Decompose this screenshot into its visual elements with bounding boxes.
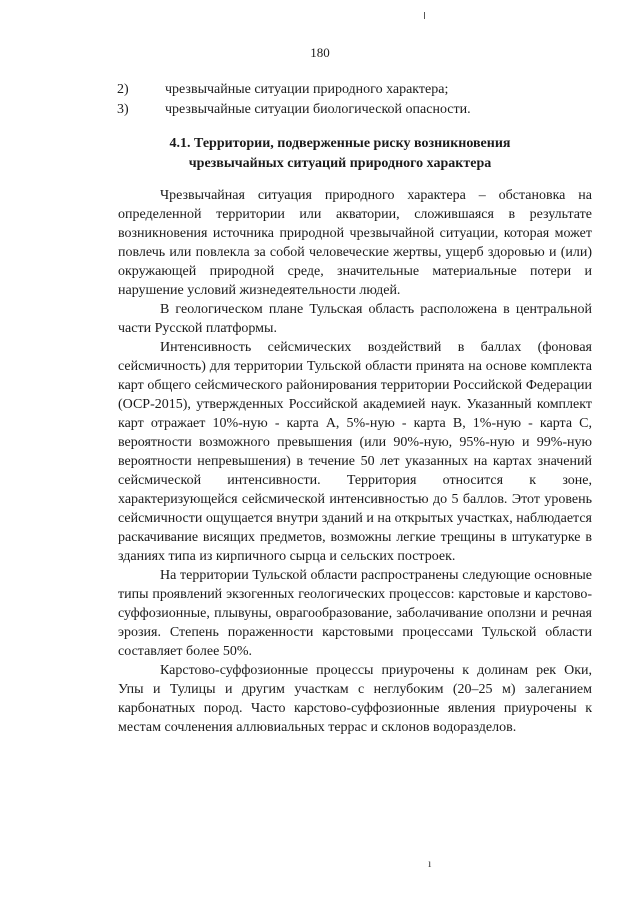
list-item-number: 3): [117, 102, 129, 117]
list-item-text: чрезвычайные ситуации природного характера;: [165, 82, 449, 97]
paragraph: Интенсивность сейсмических воздействий в баллах (фоновая сейсмичность) для территории Тульской области принята на основе комплекта карт общего сейсмического районирования территории Российской Федерации (ОСР-2015), утвержденных Российской академией наук. Указанный комплект карт отражает 10%-ную - карта А, 5%-ную - карта В, 1%-ную - карта С, вероятности возможного превышения (или 90%-ную, 95%-ную и 99%-ную вероятности непревышения) в течение 50 лет указанных на картах значений сейсмической интенсивности. Территория относится к зоне, характеризующейся сейсмической интенсивностью до 5 баллов. Этот уровень сейсмичности ощущается внутри зданий и на открытых участках, наблюдается раскачивание висящих предметов, возможны легкие трещины в штукатурке в зданиях типа из кирпичного сырца и сельских построек.: [118, 340, 592, 564]
list-item: [117, 100, 587, 120]
bottom-mark: ı: [428, 856, 432, 870]
body-text: [118, 186, 592, 737]
section-heading-line: чрезвычайных ситуаций природного характера: [188, 156, 492, 171]
list-item-number: 2): [117, 82, 129, 97]
section-heading-line: 4.1. Территории, подверженные риску возникновения: [169, 136, 511, 151]
paragraph: Чрезвычайная ситуация природного характера – обстановка на определенной территории или акватории, сложившаяся в результате возникновения источника природной чрезвычайной ситуации, которая может повлечь или повлекла за собой человеческие жертвы, ущерб здоровью и (или) окружающей природной среде, значительные материальные потери и нарушение условий жизнедеятельности людей.: [118, 188, 592, 298]
section-heading: [100, 134, 580, 174]
list-item-text: чрезвычайные ситуации биологической опасности.: [165, 102, 471, 117]
numbered-list: [117, 80, 587, 120]
list-item: [117, 80, 587, 100]
paragraph: В геологическом плане Тульская область расположена в центральной части Русской платформы.: [118, 302, 592, 336]
paragraph: На территории Тульской области распространены следующие основные типы проявлений экзогенных геологических процессов: карстовые и карстово-суффозионные, плывуны, оврагообразование, заболачивание оползни и речная эрозия. Степень пораженности карстовыми процессами Тульской области составляет более 50%.: [118, 568, 592, 659]
scan-mark: [424, 12, 425, 19]
paragraph: Карстово-суффозионные процессы приурочены к долинам рек Оки, Упы и Тулицы и другим участкам с неглубоким (20–25 м) залеганием карбонатных пород. Часто карстово-суффозионные явления приурочены к местам сочленения аллювиальных террас и склонов водоразделов.: [118, 663, 592, 735]
page-number: 180: [310, 45, 330, 60]
